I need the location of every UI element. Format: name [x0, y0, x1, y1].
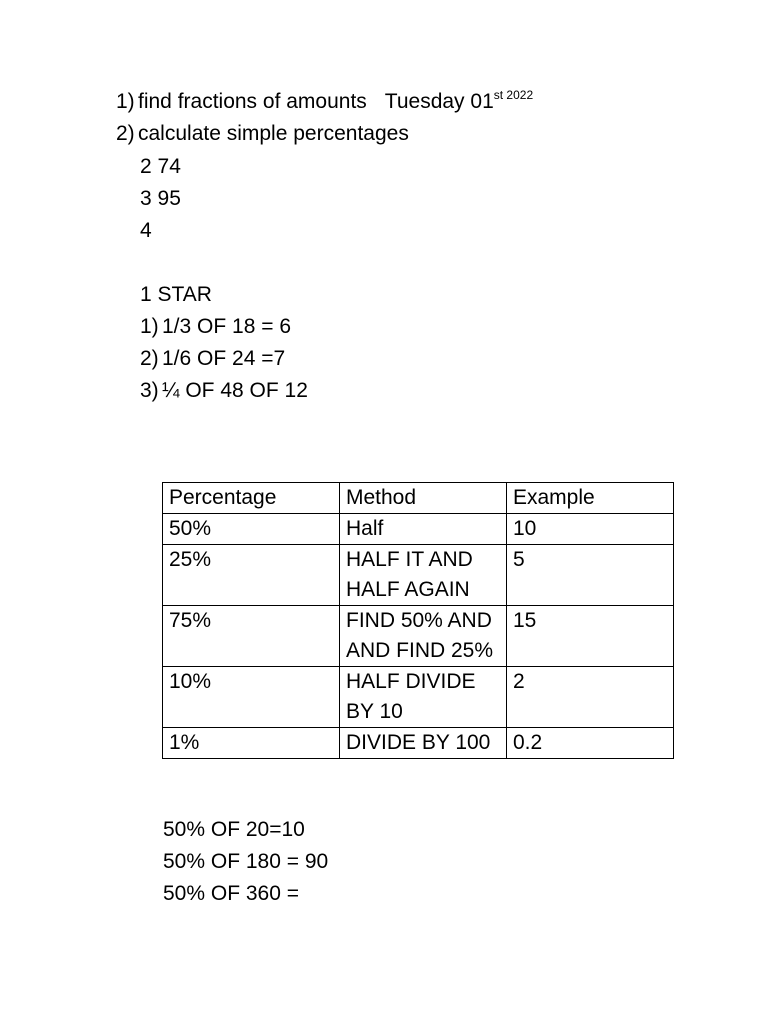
cell-example: 10: [507, 514, 674, 545]
table-header-row: [163, 483, 674, 514]
cell-method: HALF DIVIDE BY 10: [340, 667, 507, 728]
cell-percentage: 25%: [163, 545, 340, 606]
objective-1: [116, 90, 533, 114]
objective-number: 2): [116, 122, 135, 145]
header-percentage: Percentage: [163, 483, 340, 514]
question-text: 1/3 OF 18 = 6: [162, 315, 291, 338]
number-line-3: 4: [140, 219, 152, 242]
question-number: 2): [140, 347, 159, 370]
lesson-date-suffix: st 2022: [493, 88, 534, 102]
objective-2: [116, 122, 409, 146]
cell-percentage: 10%: [163, 667, 340, 728]
question-number: 1): [140, 315, 159, 338]
cell-method: HALF IT AND HALF AGAIN: [340, 545, 507, 606]
cell-percentage: 1%: [163, 728, 340, 759]
objective-number: 1): [116, 90, 135, 113]
percentage-table: [162, 482, 674, 759]
question-number: 3): [140, 379, 159, 402]
cell-example: 2: [507, 667, 674, 728]
star-question-1: [140, 315, 291, 339]
cell-method: FIND 50% AND AND FIND 25%: [340, 606, 507, 667]
cell-method: Half: [340, 514, 507, 545]
table-row: [163, 728, 674, 759]
cell-example: 15: [507, 606, 674, 667]
star-heading: 1 STAR: [140, 283, 212, 306]
table-row: [163, 514, 674, 545]
question-text: ¼ OF 48 OF 12: [162, 379, 308, 402]
header-method: Method: [340, 483, 507, 514]
table-row: [163, 545, 674, 606]
objective-text: calculate simple percentages: [138, 122, 409, 145]
table-row: [163, 606, 674, 667]
practice-line-2: 50% OF 180 = 90: [163, 850, 329, 873]
table-row: [163, 667, 674, 728]
lesson-date: Tuesday 01: [384, 90, 494, 113]
practice-line-3: 50% OF 360 =: [163, 882, 299, 905]
cell-percentage: 75%: [163, 606, 340, 667]
header-example: Example: [507, 483, 674, 514]
cell-example: 5: [507, 545, 674, 606]
cell-example: 0.2: [507, 728, 674, 759]
star-question-3: [140, 379, 308, 403]
number-line-2: 3 95: [140, 187, 181, 210]
number-line-1: 2 74: [140, 155, 181, 178]
cell-method: DIVIDE BY 100: [340, 728, 507, 759]
star-question-2: [140, 347, 285, 371]
practice-line-1: 50% OF 20=10: [163, 818, 305, 841]
question-text: 1/6 OF 24 =7: [162, 347, 286, 370]
objective-text: find fractions of amounts: [138, 90, 367, 113]
cell-percentage: 50%: [163, 514, 340, 545]
